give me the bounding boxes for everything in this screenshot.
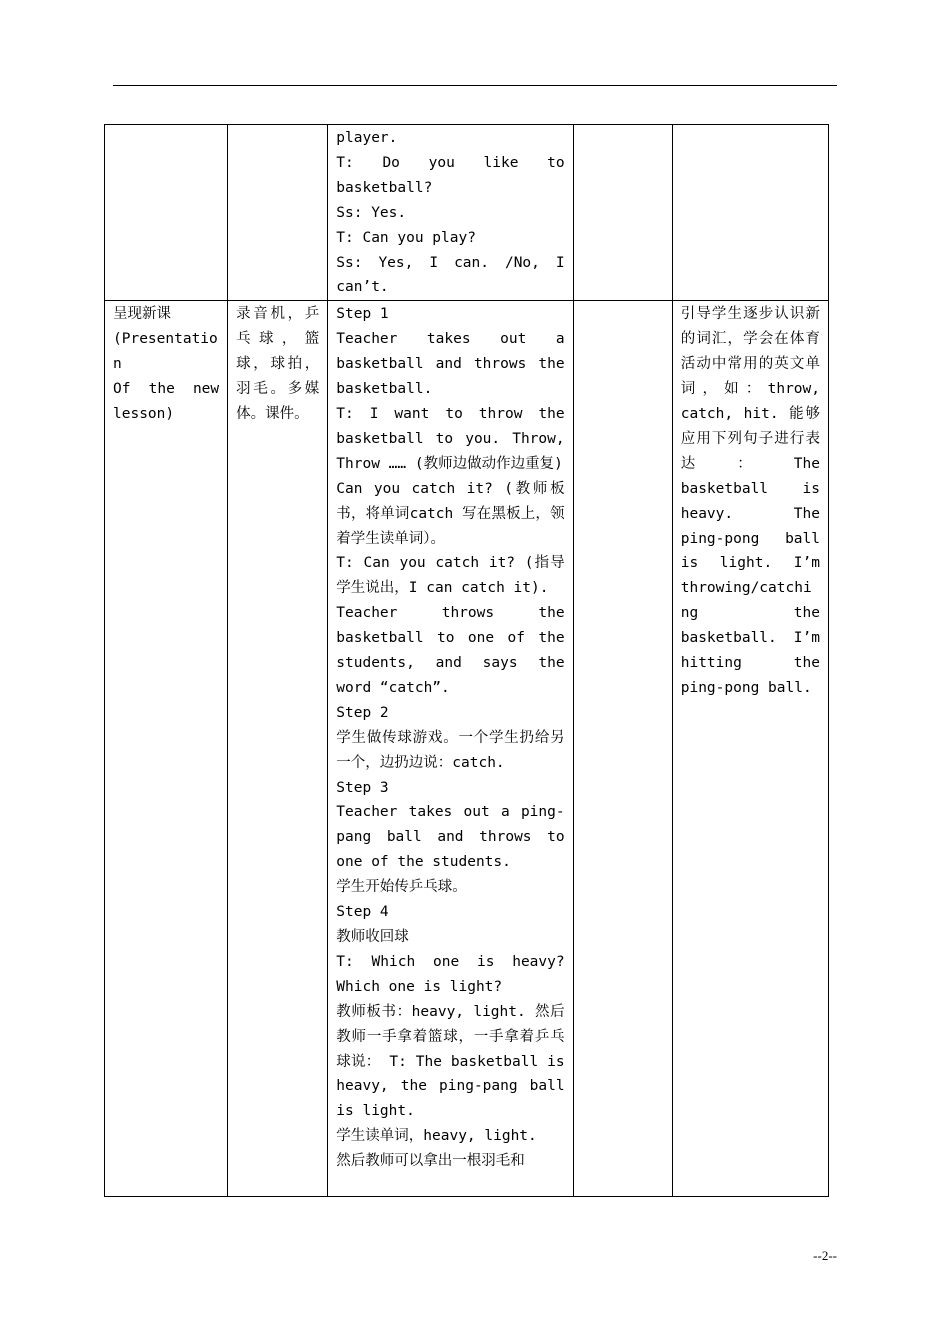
table-row bbox=[105, 125, 829, 301]
page-number: --2-- bbox=[813, 1248, 837, 1263]
activity-line: T: Can you play? bbox=[336, 229, 476, 246]
activity-line: Teacher takes out a ping-pang ball and throws to one of the students. bbox=[336, 804, 565, 871]
activity-line: T: Which one is heavy? Which one is light? bbox=[336, 953, 565, 995]
purpose-cell bbox=[672, 125, 828, 301]
lesson-plan-table bbox=[104, 124, 829, 1197]
activity-line: 学生开始传乒乓球。 bbox=[336, 879, 467, 896]
activity-line: T: I want to throw the basketball to you. Throw, Throw …… (教师边做动作边重复) bbox=[336, 405, 565, 472]
activity-line: player. bbox=[336, 130, 398, 146]
purpose-cell bbox=[672, 301, 828, 1197]
activity-line: Can you catch it? (教师板书，将单词catch 写在黑板上，领着学生读单词）。 bbox=[336, 480, 565, 547]
activity-line: Ss: Yes. bbox=[336, 204, 407, 221]
activity-line: 学生做传球游戏。一个学生扔给另一个，边扔边说：catch. bbox=[336, 729, 565, 771]
notes-cell bbox=[573, 125, 672, 301]
activity-line: Teacher throws the basketball to one of the students, and says the word “catch”. bbox=[336, 605, 565, 696]
step-heading: Step 4 bbox=[336, 904, 389, 921]
activity-cell bbox=[328, 301, 573, 1197]
stage-cell bbox=[105, 125, 228, 301]
purpose-text: 引导学生逐步认识新的词汇，学会在体育活动中常用的英文单词，如：throw, catch, hit. 能够应用下列句子进行表达：The basketball is heavy. The ping-pong ball is light. I’m throwing/catching the basketball. I’m hitting the ping-pong ball. bbox=[680, 306, 820, 696]
stage-title: 呈现新课 bbox=[113, 306, 171, 323]
stage-subtitle: Of the new lesson) bbox=[113, 381, 220, 422]
step-heading: Step 3 bbox=[336, 779, 389, 796]
materials-cell bbox=[228, 301, 328, 1197]
header-rule bbox=[113, 85, 837, 86]
materials-cell bbox=[228, 125, 328, 301]
activity-line: Teacher takes out a basketball and throws the basketball. bbox=[336, 331, 565, 398]
notes-cell bbox=[573, 301, 672, 1197]
stage-cell bbox=[105, 301, 228, 1197]
activity-line: 学生读单词，heavy, light. bbox=[336, 1128, 537, 1145]
activity-line: 教师板书：heavy, light. 然后教师一手拿着篮球，一手拿着乒乓球说： T: The basketball is heavy, the ping-pang ball is light. bbox=[336, 1003, 565, 1120]
activity-line: 然后教师可以拿出一根羽毛和 bbox=[336, 1153, 525, 1170]
stage-subtitle: (Presentation bbox=[113, 331, 218, 373]
activity-line: Ss: Yes, I can. /No, I can’t. bbox=[336, 254, 565, 296]
activity-line: T: Can you catch it? (指导学生说出，I can catch it). bbox=[336, 555, 565, 597]
activity-line: T: Do you like to basketball? bbox=[336, 154, 565, 196]
step-heading: Step 2 bbox=[336, 704, 389, 721]
activity-cell bbox=[328, 125, 573, 301]
table-row bbox=[105, 301, 829, 1197]
step-heading: Step 1 bbox=[336, 306, 389, 323]
activity-line: 教师收回球 bbox=[336, 929, 409, 945]
materials-text: 录音机，乒乓球，篮球，球拍，羽毛。多媒体。课件。 bbox=[236, 306, 320, 422]
